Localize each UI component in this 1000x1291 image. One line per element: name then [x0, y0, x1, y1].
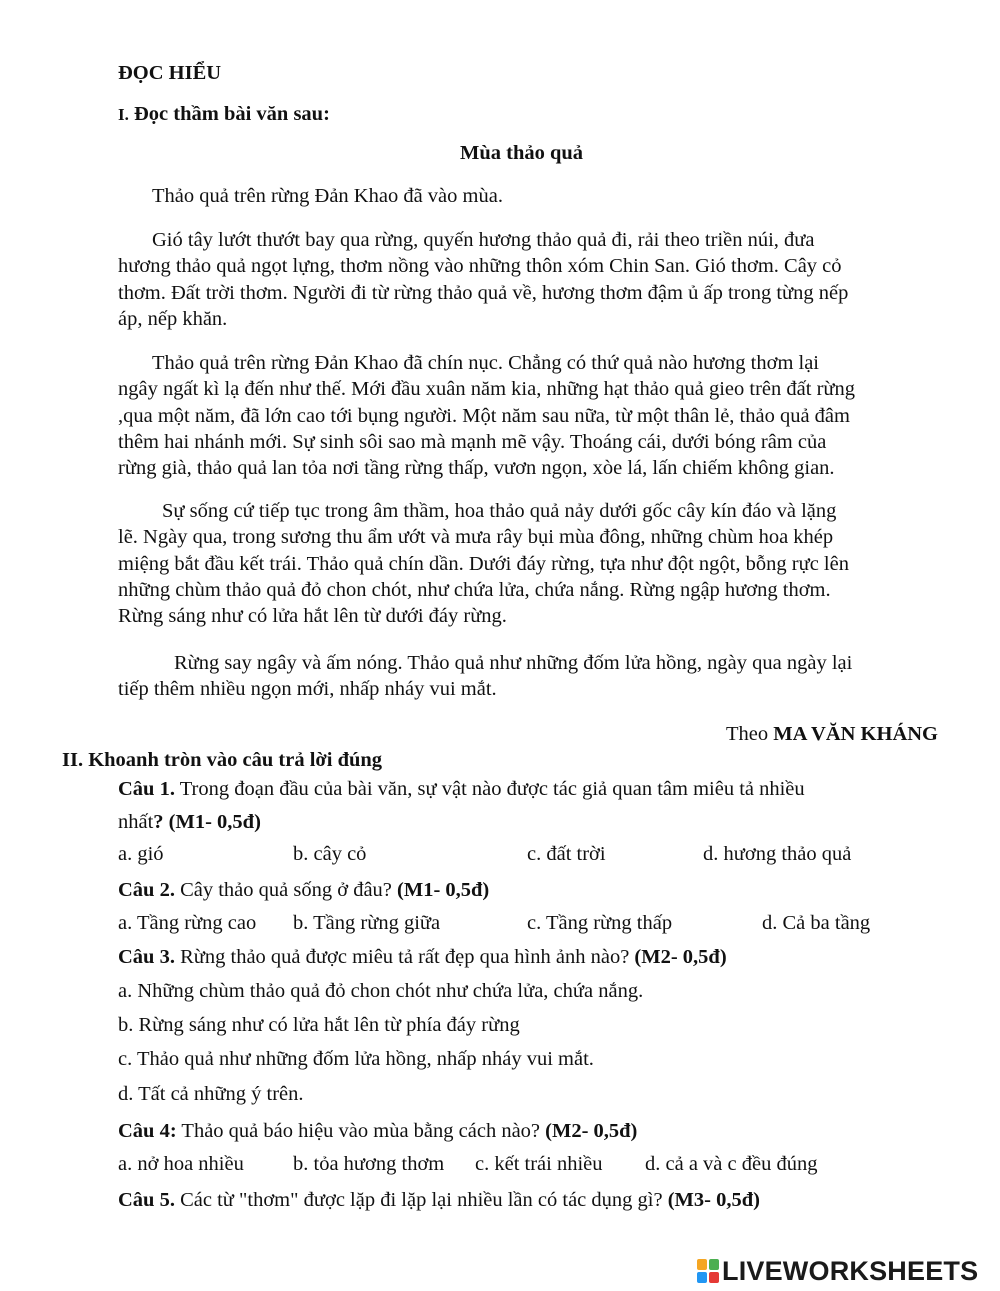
question-3-mark: (M2- 0,5đ)	[629, 946, 727, 968]
question-3	[118, 944, 727, 970]
question-4	[118, 1118, 637, 1144]
passage-paragraph-1: Thảo quả trên rừng Đản Khao đã vào mùa.	[152, 185, 503, 207]
question-4-label: Câu 4:	[118, 1120, 177, 1142]
question-1-mark: ? (M1- 0,5đ)	[153, 811, 261, 833]
question-2-text: Cây thảo quả sống ở đâu?	[174, 879, 392, 901]
question-4-text: Thảo quả báo hiệu vào mùa bằng cách nào?	[176, 1120, 541, 1142]
question-1-cont: nhất? (M1- 0,5đ)	[118, 811, 261, 833]
credit-prefix: Theo	[725, 723, 769, 745]
author-credit	[726, 721, 938, 747]
question-3-text: Rừng thảo quả được miêu tả rất đẹp qua hình ảnh nào?	[174, 946, 630, 968]
q2-option-d[interactable]: d. Cả ba tầng	[762, 912, 871, 934]
q4-option-c[interactable]: c. kết trái nhiều	[475, 1153, 603, 1175]
part2-title: II. Khoanh tròn vào câu trả lời đúng	[62, 749, 383, 771]
q1-option-b[interactable]: b. cây cỏ	[293, 843, 367, 865]
logo-square-3	[697, 1272, 707, 1283]
q2-option-c[interactable]: c. Tầng rừng thấp	[527, 912, 673, 934]
question-5-text: Các từ "thơm" được lặp đi lặp lại nhiều lần có tác dụng gì?	[174, 1189, 663, 1211]
credit-author: MA VĂN KHÁNG	[773, 723, 938, 745]
logo-square-4	[709, 1272, 719, 1283]
q3-option-c[interactable]: c. Thảo quả như những đốm lửa hồng, nhấp nháy vui mắt.	[118, 1048, 594, 1070]
logo-square-2	[709, 1259, 719, 1270]
q4-option-d[interactable]: d. cả a và c đều đúng	[645, 1153, 818, 1175]
passage-paragraph-3: Thảo quả trên rừng Đản Khao đã chín nục. Chẳng có thứ quả nào hương thơm lại ngây ngất kì lạ đến như thế. Mới đầu xuân năm kia, những hạt thảo quả gieo trên đất rừng ,qua một năm, đã lớn cao tới bụng người. Một năm sau nữa, từ một thân lẻ, thảo quả đâm thêm hai nhánh mới. Sự sinh sôi sao mà mạnh mẽ vậy. Thoáng cái, dưới bóng râm của rừng già, thảo quả lan tỏa nơi tầng rừng thấp, vươn ngọn, xòe lá, lấn chiếm không gian.	[118, 352, 856, 480]
liveworksheets-logo-icon	[697, 1259, 719, 1283]
question-2-mark: (M1- 0,5đ)	[391, 879, 490, 901]
question-4-mark: (M2- 0,5đ)	[540, 1120, 638, 1142]
liveworksheets-logo-text: LIVEWORKSHEETS	[722, 1255, 979, 1286]
question-2-label: Câu 2.	[118, 879, 175, 901]
question-3-label: Câu 3.	[118, 946, 175, 968]
q1-option-c[interactable]: c. đất trời	[527, 843, 606, 865]
question-1-text: Trong đoạn đầu của bài văn, sự vật nào được tác giả quan tâm miêu tả nhiều	[174, 778, 805, 800]
q3-option-b[interactable]: b. Rừng sáng như có lửa hắt lên từ phía đáy rừng	[118, 1014, 520, 1036]
passage-paragraph-4: Sự sống cứ tiếp tục trong âm thầm, hoa thảo quả nảy dưới gốc cây kín đáo và lặng lẽ. Ngày qua, trong sương thu ẩm ướt và mưa rây bụi mùa đông, những chùm hoa khép miệng bắt đầu kết trái. Thảo quả chín dần. Dưới đáy rừng, tựa như đột ngột, bỗng rực lên những chùm thảo quả đỏ chon chót, như chứa lửa, chứa nắng. Rừng ngập hương thơm. Rừng sáng như có lửa hắt lên từ dưới đáy rừng.	[118, 500, 849, 628]
liveworksheets-logo[interactable]	[697, 1255, 978, 1287]
q2-option-a[interactable]: a. Tầng rừng cao	[118, 912, 257, 934]
logo-square-1	[697, 1259, 707, 1270]
q1-option-a[interactable]: a. gió	[118, 843, 164, 865]
q3-option-d[interactable]: d. Tất cả những ý trên.	[118, 1083, 304, 1105]
question-5	[118, 1187, 760, 1213]
question-1-label: Câu 1.	[118, 778, 175, 800]
q2-option-b[interactable]: b. Tầng rừng giữa	[293, 912, 441, 934]
part1-heading	[118, 101, 330, 128]
question-2	[118, 877, 489, 903]
section-title: ĐỌC HIỂU	[118, 62, 222, 84]
question-1	[118, 776, 805, 802]
story-title: Mùa thảo quả	[460, 142, 584, 164]
q3-option-a[interactable]: a. Những chùm thảo quả đỏ chon chót như chứa lửa, chứa nắng.	[118, 980, 644, 1002]
question-5-label: Câu 5.	[118, 1189, 175, 1211]
part1-prefix: I.	[118, 105, 129, 124]
part1-title: Đọc thầm bài văn sau:	[134, 103, 330, 125]
passage-paragraph-5: Rừng say ngây và ấm nóng. Thảo quả như những đốm lửa hồng, ngày qua ngày lại tiếp thêm nhiều ngọn mới, nhấp nháy vui mắt.	[118, 652, 853, 701]
passage-paragraph-2: Gió tây lướt thướt bay qua rừng, quyến hương thảo quả đi, rải theo triền núi, đưa hương thảo quả ngọt lựng, thơm nồng vào những thôn xóm Chin San. Gió thơm. Cây cỏ thơm. Đất trời thơm. Người đi từ rừng thảo quả về, hương thơm đậm ủ ấp trong từng nếp áp, nếp khăn.	[118, 229, 849, 330]
q1-option-d[interactable]: d. hương thảo quả	[703, 843, 852, 865]
q4-option-a[interactable]: a. nở hoa nhiều	[118, 1153, 244, 1175]
q4-option-b[interactable]: b. tỏa hương thơm	[293, 1153, 445, 1175]
question-5-mark: (M3- 0,5đ)	[662, 1189, 760, 1211]
